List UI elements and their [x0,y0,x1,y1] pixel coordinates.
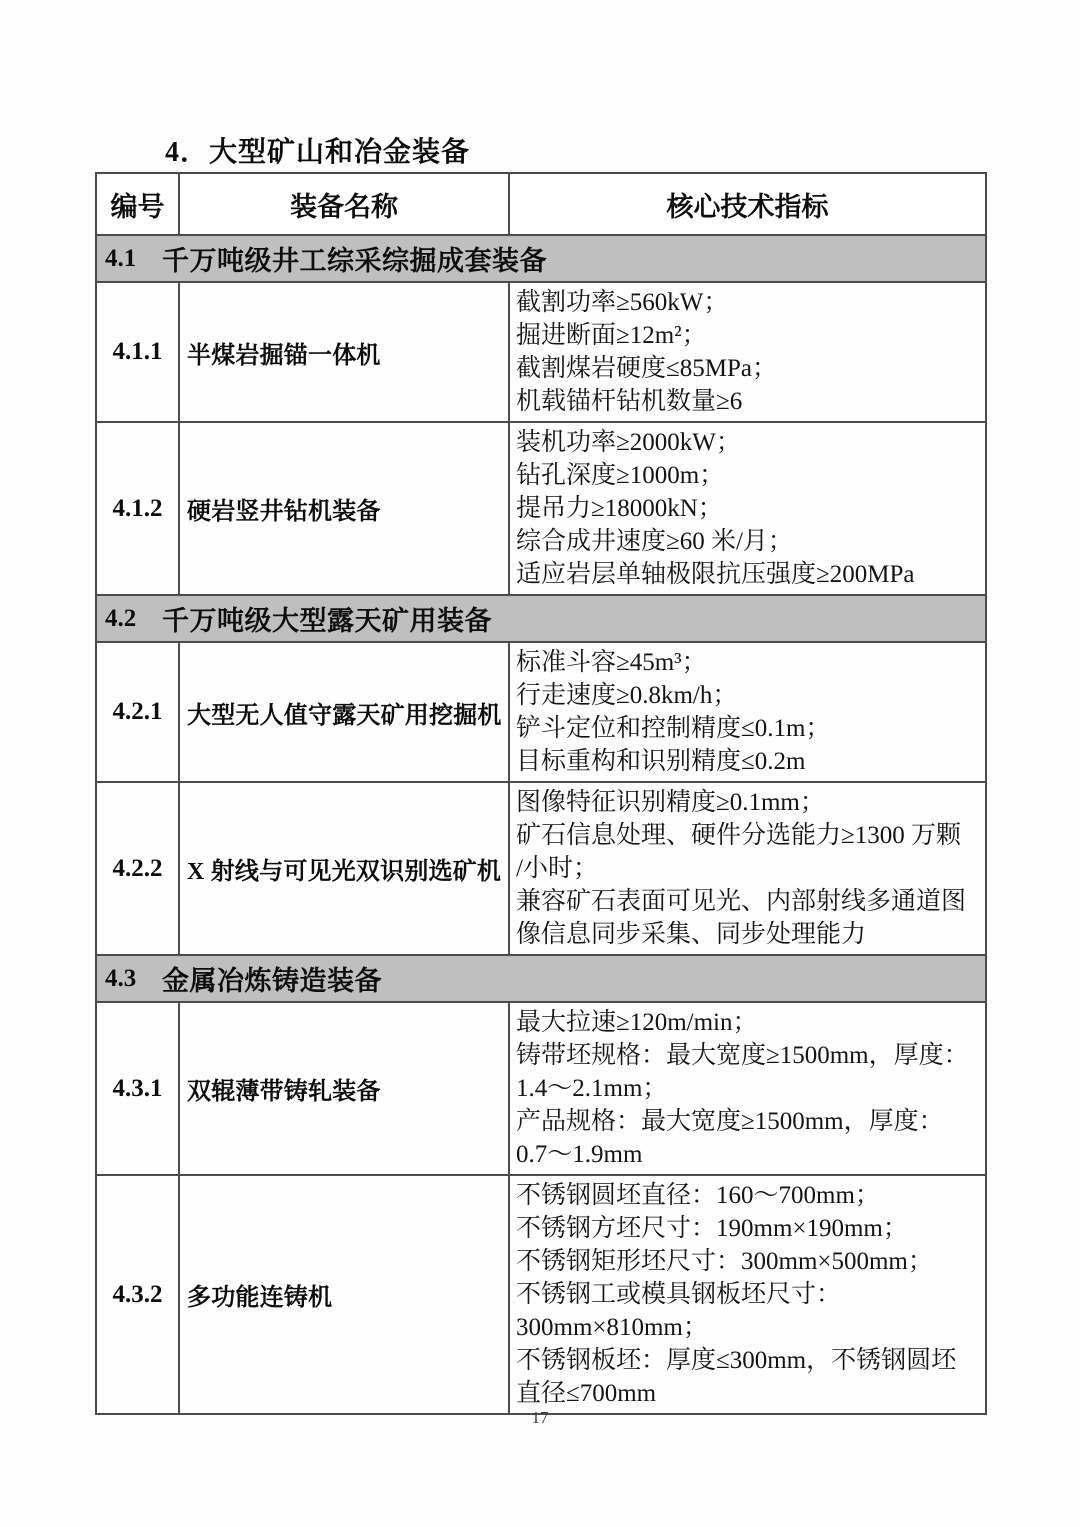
spec-line: 图像特征识别精度≥0.1mm； [516,789,825,816]
spec-line: 直径≤700mm [516,1380,657,1407]
spec-line: 兼容矿石表面可见光、内部射线多通道图 [516,888,967,915]
spec-line: 最大拉速≥120m/min； [516,1009,758,1036]
spec-line: 不锈钢方坯尺寸：190mm×190mm； [516,1215,908,1242]
section-row-4-3 [96,955,986,1002]
spec-line: 钻孔深度≥1000m； [516,462,725,489]
table-row-4-2-2 [96,782,986,955]
equipment-number: 4.3.1 [96,1002,179,1175]
page-title: 4．大型矿山和冶金装备 [165,137,471,168]
spec-line: 截割煤岩硬度≤85MPa； [516,355,777,382]
equipment-name: 硬岩竖井钻机装备 [179,422,509,595]
spec-line: 1.4～2.1mm； [516,1075,668,1102]
equipment-number: 4.2.1 [96,642,179,782]
equipment-spec-table [95,172,987,1415]
spec-line: 机载锚杆钻机数量≥6 [516,388,743,415]
column-header-equipment-name: 装备名称 [179,173,509,235]
spec-line: 铸带坯规格：最大宽度≥1500mm，厚度： [516,1042,969,1069]
equipment-number: 4.1.1 [96,282,179,422]
spec-line: 不锈钢圆坯直径：160～700mm； [516,1182,880,1209]
section-title: 金属冶炼铸造装备 [162,966,382,996]
spec-line: 行走速度≥0.8km/h； [516,682,738,709]
section-title: 千万吨级大型露天矿用装备 [162,606,492,636]
spec-line: 掘进断面≥12m²； [516,322,707,349]
spec-line: 不锈钢板坯：厚度≤300mm，不锈钢圆坯 [516,1347,957,1374]
spec-line: 不锈钢工或模具钢板坯尺寸： [516,1281,842,1308]
spec-line: 适应岩层单轴极限抗压强度≥200MPa [516,561,915,588]
spec-line: 像信息同步采集、同步处理能力 [516,921,867,948]
equipment-name: 多功能连铸机 [179,1175,509,1414]
equipment-name: X 射线与可见光双识别选矿机 [179,782,509,955]
section-row-4-1 [96,235,986,282]
spec-line: 产品规格：最大宽度≥1500mm，厚度： [516,1108,944,1135]
section-title: 千万吨级井工综采综掘成套装备 [162,246,547,276]
table-row-4-1-2 [96,422,986,595]
spec-line: 截割功率≥560kW； [516,289,729,316]
equipment-spec [509,282,986,422]
spec-line: 目标重构和识别精度≤0.2m [516,748,806,775]
section-number: 4.1 [105,244,137,272]
section-number: 4.3 [105,964,137,992]
spec-line: 300mm×810mm； [516,1314,708,1341]
equipment-spec [509,1175,986,1414]
spec-line: 综合成井速度≥60 米/月； [516,528,793,555]
spec-line: /小时； [516,855,598,882]
spec-line: 装机功率≥2000kW； [516,429,741,456]
table-row-4-3-1 [96,1002,986,1175]
equipment-name: 双辊薄带铸轧装备 [179,1002,509,1175]
spec-line: 0.7～1.9mm [516,1141,643,1168]
equipment-spec [509,1002,986,1175]
spec-line: 矿石信息处理、硬件分选能力≥1300 万颗 [516,822,961,849]
page-number: 17 [531,1408,549,1427]
equipment-spec [509,422,986,595]
equipment-number: 4.2.2 [96,782,179,955]
table-header-row [96,173,986,235]
column-header-number: 编号 [96,173,179,235]
equipment-spec [509,782,986,955]
table-row-4-2-1 [96,642,986,782]
section-row-4-2 [96,595,986,642]
equipment-name: 大型无人值守露天矿用挖掘机 [179,642,509,782]
spec-line: 标准斗容≥45m³； [516,649,707,676]
equipment-number: 4.1.2 [96,422,179,595]
column-header-core-indicators: 核心技术指标 [509,173,986,235]
table-row-4-1-1 [96,282,986,422]
section-number: 4.2 [105,604,137,632]
equipment-number: 4.3.2 [96,1175,179,1414]
equipment-spec [509,642,986,782]
spec-line: 提吊力≥18000kN； [516,495,723,522]
equipment-name: 半煤岩掘锚一体机 [179,282,509,422]
spec-line: 不锈钢矩形坯尺寸：300mm×500mm； [516,1248,933,1275]
table-row-4-3-2 [96,1175,986,1414]
spec-line: 铲斗定位和控制精度≤0.1m； [516,715,831,742]
